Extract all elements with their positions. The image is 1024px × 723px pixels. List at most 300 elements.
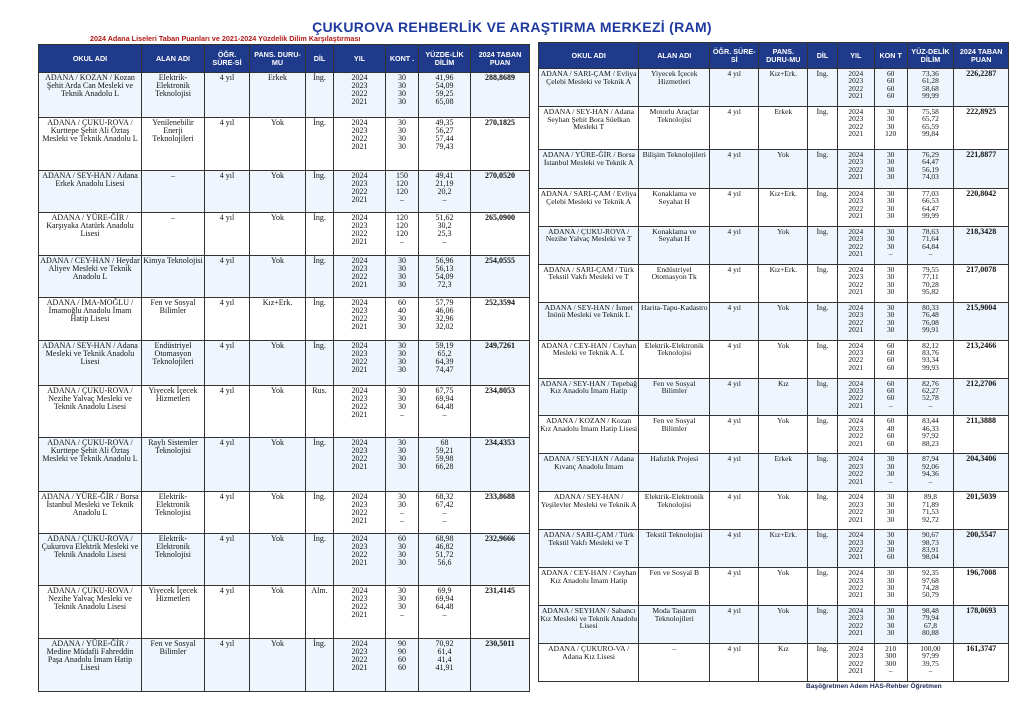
percentile <box>907 606 954 644</box>
years-value: 2021 <box>351 410 368 419</box>
percentile-value: 59,21 <box>435 446 454 455</box>
school-name: ADANA / SARI-ÇAM / Evliya Çelebi Mesleki ve Teknik A <box>539 188 639 226</box>
language: İng. <box>808 643 837 681</box>
percentile-value: – <box>442 610 447 619</box>
percentile-value: 99,91 <box>922 324 939 334</box>
col-header-alan: ALAN ADI <box>639 43 710 69</box>
boarding-status: Yok <box>759 340 808 378</box>
quota-value: 90 <box>398 647 406 656</box>
quota-value: 30 <box>886 234 895 244</box>
base-score: 212,2706 <box>954 378 1009 416</box>
quota-value: 60 <box>886 69 895 78</box>
education-duration: 4 yıl <box>205 438 250 492</box>
percentile-value: 52,78 <box>922 393 939 403</box>
school-name: ADANA / SARI-ÇAM / Evliya Çelebi Mesleki ve Teknik A <box>539 69 639 107</box>
quota-value: 60 <box>886 355 895 365</box>
school-name: ADANA / SEYHAN / Sabancı Kız Mesleki ve Teknik Anadolu Lisesi <box>539 606 639 644</box>
years <box>334 118 386 171</box>
boarding-status: Kız+Erk. <box>759 264 808 302</box>
col-header-pans: PANS. DURU-MU <box>759 43 808 69</box>
table-row <box>539 149 1009 188</box>
percentile-value: 56,13 <box>435 264 454 273</box>
field-name: – <box>142 171 205 213</box>
percentile-value: 65,59 <box>922 121 939 131</box>
percentile-value: – <box>442 195 447 204</box>
percentile-value: – <box>442 516 447 525</box>
percentile-value: 99,99 <box>922 91 939 101</box>
years <box>837 264 874 302</box>
percentile-value: 61,28 <box>922 76 939 86</box>
percentile-value: 21,19 <box>435 179 454 188</box>
table-row <box>39 386 530 438</box>
years-value: 2022 <box>351 89 368 98</box>
years-value: 2023 <box>351 542 368 551</box>
years-value: 2024 <box>848 302 864 312</box>
quota-value: 30 <box>886 310 895 320</box>
percentile-value: 69,94 <box>435 594 454 603</box>
percentile <box>419 213 471 256</box>
quota-value: 60 <box>886 385 895 395</box>
base-score: 178,0693 <box>954 606 1009 644</box>
education-duration: 4 yıl <box>205 118 250 171</box>
percentile-value: 20,2 <box>437 187 452 196</box>
years-value: 2024 <box>351 298 368 307</box>
percentile <box>419 171 471 213</box>
years-value: 2022 <box>848 279 864 289</box>
quota-value: 60 <box>398 534 406 543</box>
percentile-value: – <box>928 400 933 410</box>
years-value: 2023 <box>848 310 864 320</box>
quota-value: 30 <box>886 628 895 638</box>
percentile <box>419 386 471 438</box>
quota-value: – <box>888 476 893 486</box>
quota-value: 30 <box>398 142 406 151</box>
col-header-alan: ALAN ADI <box>142 45 205 73</box>
field-name: Endüstriyel Otomasyon Tk <box>639 264 710 302</box>
quota-value: 30 <box>398 264 406 273</box>
percentile-value: 68,32 <box>435 492 454 501</box>
quota-value: 60 <box>886 438 895 448</box>
table-row <box>539 106 1009 149</box>
years-value: 2024 <box>351 256 368 265</box>
quota-value: 30 <box>398 314 406 323</box>
quota-value: 30 <box>886 613 895 623</box>
boarding-status: Kız+Erk. <box>759 188 808 226</box>
quota-value: 30 <box>886 121 895 131</box>
quota-value: 40 <box>886 423 895 433</box>
quota-value: – <box>888 249 893 259</box>
percentile-value: 76,48 <box>922 310 939 320</box>
percentile-value: 67,75 <box>435 386 454 395</box>
years-value: 2023 <box>351 500 368 509</box>
quota <box>386 118 419 171</box>
years <box>334 639 386 692</box>
years-value: 2022 <box>351 357 368 366</box>
years <box>334 171 386 213</box>
percentile-value: 61,4 <box>437 647 452 656</box>
percentile-value: 50,79 <box>922 590 939 600</box>
quota <box>874 264 907 302</box>
quota <box>386 171 419 213</box>
quota-value: 30 <box>886 157 895 167</box>
school-name: ADANA / SARI-ÇAM / Türk Tekstil Vakfı Mesleki ve T <box>539 530 639 568</box>
col-header-pans: PANS. DURU-MU <box>250 45 306 73</box>
percentile-value: 97,68 <box>922 575 939 585</box>
table-row <box>39 341 530 386</box>
table-row <box>39 492 530 534</box>
education-duration: 4 yıl <box>710 416 759 454</box>
quota-value: 30 <box>886 499 895 509</box>
years-value: 2024 <box>848 378 864 388</box>
quota-value: 60 <box>398 663 406 672</box>
quota-value: 30 <box>398 386 406 395</box>
language: İng. <box>808 606 837 644</box>
quota <box>386 586 419 639</box>
years-value: 2022 <box>848 582 864 592</box>
table-row <box>539 416 1009 454</box>
quota <box>874 568 907 606</box>
percentile-value: 92,72 <box>922 514 939 524</box>
field-name: Motorlu Araçlar Teknolojisi <box>639 106 710 149</box>
percentile-value: 97,99 <box>922 651 939 661</box>
field-name: Fen ve Sosyal Bilimler <box>639 378 710 416</box>
quota-value: 30 <box>398 349 406 358</box>
years-value: 2024 <box>848 530 864 540</box>
quota-value: 30 <box>398 341 406 350</box>
language: İng. <box>808 264 837 302</box>
quota-value: 30 <box>886 211 895 221</box>
school-name: ADANA / SARI-ÇAM / Türk Tekstil Vakfı Mesleki ve T <box>539 264 639 302</box>
quota-value: 30 <box>398 272 406 281</box>
school-name: ADANA / YÜRE-ĞİR / Borsa İstanbul Mesleki ve Teknik A <box>539 149 639 188</box>
years-value: 2021 <box>351 558 368 567</box>
education-duration: 4 yıl <box>205 492 250 534</box>
base-score: 215,9004 <box>954 302 1009 340</box>
quota-value: 30 <box>398 438 406 447</box>
school-name: ADANA / ÇUKU-ROVA / Çukurova Elektrik Mesleki ve Teknik Anadolu Lisesi <box>39 534 142 586</box>
percentile-value: 64,48 <box>435 402 454 411</box>
years-value: 2023 <box>848 196 864 206</box>
quota-value: 60 <box>886 431 895 441</box>
years-value: 2021 <box>351 462 368 471</box>
years-value: 2021 <box>848 91 864 101</box>
education-duration: 4 yıl <box>710 568 759 606</box>
percentile-value: 59,19 <box>435 341 454 350</box>
percentile-value: 59,25 <box>435 89 454 98</box>
boarding-status: Erkek <box>759 454 808 492</box>
quota-value: 40 <box>398 306 406 315</box>
quota-value: – <box>888 400 893 410</box>
table-row <box>539 378 1009 416</box>
table-row <box>39 73 530 118</box>
percentile-value: 100,00 <box>920 643 941 653</box>
boarding-status: Yok <box>250 534 306 586</box>
years-value: 2021 <box>848 211 864 221</box>
years-value: 2022 <box>848 507 864 517</box>
quota-value: 300 <box>885 651 897 661</box>
percentile-value: 78,63 <box>922 226 939 236</box>
percentile <box>907 226 954 264</box>
quota-value: – <box>400 610 404 619</box>
years-value: 2021 <box>351 322 368 331</box>
percentile-value: 70,28 <box>922 279 939 289</box>
quota-value: 30 <box>886 203 895 213</box>
years <box>837 530 874 568</box>
years-value: 2023 <box>351 81 368 90</box>
years-value: 2021 <box>848 628 864 638</box>
percentile <box>419 298 471 341</box>
col-header-ogr: ÖĞR. SÜRE-Sİ <box>710 43 759 69</box>
years-value: 2023 <box>351 394 368 403</box>
years <box>334 73 386 118</box>
language: İng. <box>808 530 837 568</box>
years-value: 2022 <box>351 402 368 411</box>
quota <box>386 213 419 256</box>
boarding-status: Yok <box>759 302 808 340</box>
school-name: ADANA / SEY-HAN / Adana Kıvanç Anadolu İmam <box>539 454 639 492</box>
quota <box>874 149 907 188</box>
years-value: 2024 <box>848 568 864 578</box>
quota-value: 60 <box>886 340 895 350</box>
percentile <box>907 568 954 606</box>
percentile-value: 58,68 <box>922 83 939 93</box>
quota <box>386 256 419 298</box>
boarding-status: Yok <box>759 416 808 454</box>
years-value: 2023 <box>848 575 864 585</box>
percentile-value: 30,2 <box>437 221 452 230</box>
school-name: ADANA / YÜRE-ĞİR / Borsa İstanbul Mesleki ve Teknik Anadolu L <box>39 492 142 534</box>
percentile-value: – <box>442 237 447 246</box>
language: İng. <box>306 492 334 534</box>
years-value: 2023 <box>848 272 864 282</box>
years-value: 2024 <box>848 340 864 350</box>
years-value: 2024 <box>351 534 368 543</box>
percentile <box>907 530 954 568</box>
percentile <box>907 69 954 107</box>
language: Rus. <box>306 386 334 438</box>
percentile-value: 54,09 <box>435 272 454 281</box>
years-value: 2022 <box>848 620 864 630</box>
base-score: 204,3406 <box>954 454 1009 492</box>
percentile <box>419 438 471 492</box>
percentile-value: 64,48 <box>435 602 454 611</box>
years <box>837 226 874 264</box>
percentile-value: 66,28 <box>435 462 454 471</box>
table-row <box>539 264 1009 302</box>
school-name: ADANA / SEY-HAN / Adana Erkek Anadolu Lisesi <box>39 171 142 213</box>
percentile-value: 57,44 <box>435 134 454 143</box>
quota <box>386 386 419 438</box>
boarding-status: Yok <box>759 606 808 644</box>
years <box>334 386 386 438</box>
quota-value: – <box>400 410 404 419</box>
col-header-yuzde: YÜZDE-LİK DİLİM <box>419 45 471 73</box>
quota <box>874 340 907 378</box>
percentile <box>907 340 954 378</box>
education-duration: 4 yıl <box>710 226 759 264</box>
base-score: 232,9666 <box>471 534 530 586</box>
percentile-value: 82,12 <box>922 340 939 350</box>
quota-value: 60 <box>398 298 406 307</box>
years-value: 2021 <box>848 400 864 410</box>
years-value: 2023 <box>848 76 864 86</box>
col-header-kont: KONT . <box>386 45 419 73</box>
education-duration: 4 yıl <box>710 340 759 378</box>
years-value: 2023 <box>848 385 864 395</box>
quota <box>874 106 907 149</box>
school-name: ADANA / CEY-HAN / Ceyhan Mesleki ve Teknik A. L <box>539 340 639 378</box>
quota-value: 120 <box>396 213 408 222</box>
years <box>334 492 386 534</box>
percentile-value: 98,73 <box>922 537 939 547</box>
field-name: Endüstriyel Otomasyon Teknolojileri <box>142 341 205 386</box>
years-value: 2021 <box>351 97 368 106</box>
percentile-value: 72,3 <box>437 280 452 289</box>
percentile-value: 46,33 <box>922 423 939 433</box>
years-value: 2023 <box>351 446 368 455</box>
field-name: Elektrik-Elektronik Teknolojisi <box>639 492 710 530</box>
quota-value: 30 <box>886 302 895 312</box>
years-value: 2021 <box>848 286 864 296</box>
percentile-value: 89,8 <box>923 492 937 502</box>
percentile-value: 94,36 <box>922 469 939 479</box>
base-score: 254,0555 <box>471 256 530 298</box>
language: İng. <box>306 639 334 692</box>
field-name: – <box>639 643 710 681</box>
table-row <box>539 492 1009 530</box>
quota-value: 120 <box>885 129 897 139</box>
years-value: 2022 <box>848 203 864 213</box>
col-header-ogr: ÖĞR. SÜRE-Sİ <box>205 45 250 73</box>
years-value: 2024 <box>351 171 368 180</box>
percentile <box>907 492 954 530</box>
years <box>837 454 874 492</box>
education-duration: 4 yıl <box>710 530 759 568</box>
quota-value: 30 <box>886 590 895 600</box>
percentile-value: 90,67 <box>922 530 939 540</box>
years <box>837 149 874 188</box>
percentile-value: 56,19 <box>922 164 939 174</box>
percentile-value: 57,79 <box>435 298 454 307</box>
years-value: 2022 <box>848 317 864 327</box>
years-value: 2021 <box>351 142 368 151</box>
base-score: 230,5011 <box>471 639 530 692</box>
percentile <box>907 378 954 416</box>
percentile-value: 87,94 <box>922 454 939 464</box>
years-value: 2021 <box>351 280 368 289</box>
percentile-value: 71,64 <box>922 234 939 244</box>
boarding-status: Yok <box>250 213 306 256</box>
years-value: 2021 <box>351 516 368 525</box>
percentile-value: 98,04 <box>922 552 939 562</box>
years-value: 2022 <box>351 550 368 559</box>
years-value: 2022 <box>848 241 864 251</box>
education-duration: 4 yıl <box>205 213 250 256</box>
years-value: 2022 <box>351 454 368 463</box>
boarding-status: Kız+Erk. <box>759 69 808 107</box>
percentile <box>419 118 471 171</box>
base-score: 161,3747 <box>954 643 1009 681</box>
table-row <box>39 171 530 213</box>
field-name: Fen ve Sosyal Bilimler <box>639 416 710 454</box>
years-value: 2022 <box>848 355 864 365</box>
percentile-value: – <box>928 249 933 259</box>
percentile-value: 39,75 <box>922 658 939 668</box>
years-value: 2022 <box>848 121 864 131</box>
language: İng. <box>808 302 837 340</box>
years-value: 2024 <box>848 606 864 616</box>
quota <box>874 454 907 492</box>
base-score: 221,8877 <box>954 149 1009 188</box>
language: İng. <box>306 534 334 586</box>
table-row <box>539 226 1009 264</box>
quota-value: 30 <box>398 542 406 551</box>
quota-value: 30 <box>886 317 895 327</box>
percentile <box>907 454 954 492</box>
percentile-value: 97,92 <box>922 431 939 441</box>
col-header-kont: KON T <box>874 43 907 69</box>
percentile <box>907 416 954 454</box>
quota-value: 30 <box>886 582 895 592</box>
col-header-dil: DİL <box>808 43 837 69</box>
years-value: 2022 <box>351 655 368 664</box>
percentile-value: 56,6 <box>437 558 452 567</box>
years <box>837 378 874 416</box>
years-value: 2021 <box>848 514 864 524</box>
years-value: 2022 <box>848 658 864 668</box>
education-duration: 4 yıl <box>205 298 250 341</box>
left-header-row <box>39 45 530 73</box>
percentile-value: 41,96 <box>435 73 454 82</box>
quota-value: 30 <box>886 461 895 471</box>
boarding-status: Yok <box>759 492 808 530</box>
education-duration: 4 yıl <box>710 302 759 340</box>
years-value: 2023 <box>351 306 368 315</box>
quota-value: 30 <box>886 226 895 236</box>
language: İng. <box>306 438 334 492</box>
percentile-value: 32,02 <box>435 322 454 331</box>
quota-value: 120 <box>396 229 408 238</box>
years-value: 2021 <box>848 172 864 182</box>
percentile <box>419 341 471 386</box>
years-value: 2023 <box>848 651 864 661</box>
percentile-value: 66,53 <box>922 196 939 206</box>
years-value: 2021 <box>848 666 864 676</box>
base-score: 226,2287 <box>954 69 1009 107</box>
boarding-status: Yok <box>250 341 306 386</box>
education-duration: 4 yıl <box>710 149 759 188</box>
quota-value: 30 <box>886 172 895 182</box>
years <box>837 416 874 454</box>
quota-value: – <box>888 666 893 676</box>
years-value: 2023 <box>848 157 864 167</box>
percentile <box>907 302 954 340</box>
years-value: 2023 <box>848 499 864 509</box>
field-name: Konaklama ve Seyahat H <box>639 226 710 264</box>
quota-value: 30 <box>886 507 895 517</box>
education-duration: 4 yıl <box>710 606 759 644</box>
years-value: 2024 <box>351 341 368 350</box>
years-value: 2023 <box>848 114 864 124</box>
percentile-value: 79,43 <box>435 142 454 151</box>
percentile <box>419 256 471 298</box>
quota <box>874 416 907 454</box>
quota <box>874 226 907 264</box>
education-duration: 4 yıl <box>710 643 759 681</box>
col-header-yuzde: YÜZ-DELİK DİLİM <box>907 43 954 69</box>
percentile-value: 51,62 <box>435 213 454 222</box>
quota <box>386 639 419 692</box>
